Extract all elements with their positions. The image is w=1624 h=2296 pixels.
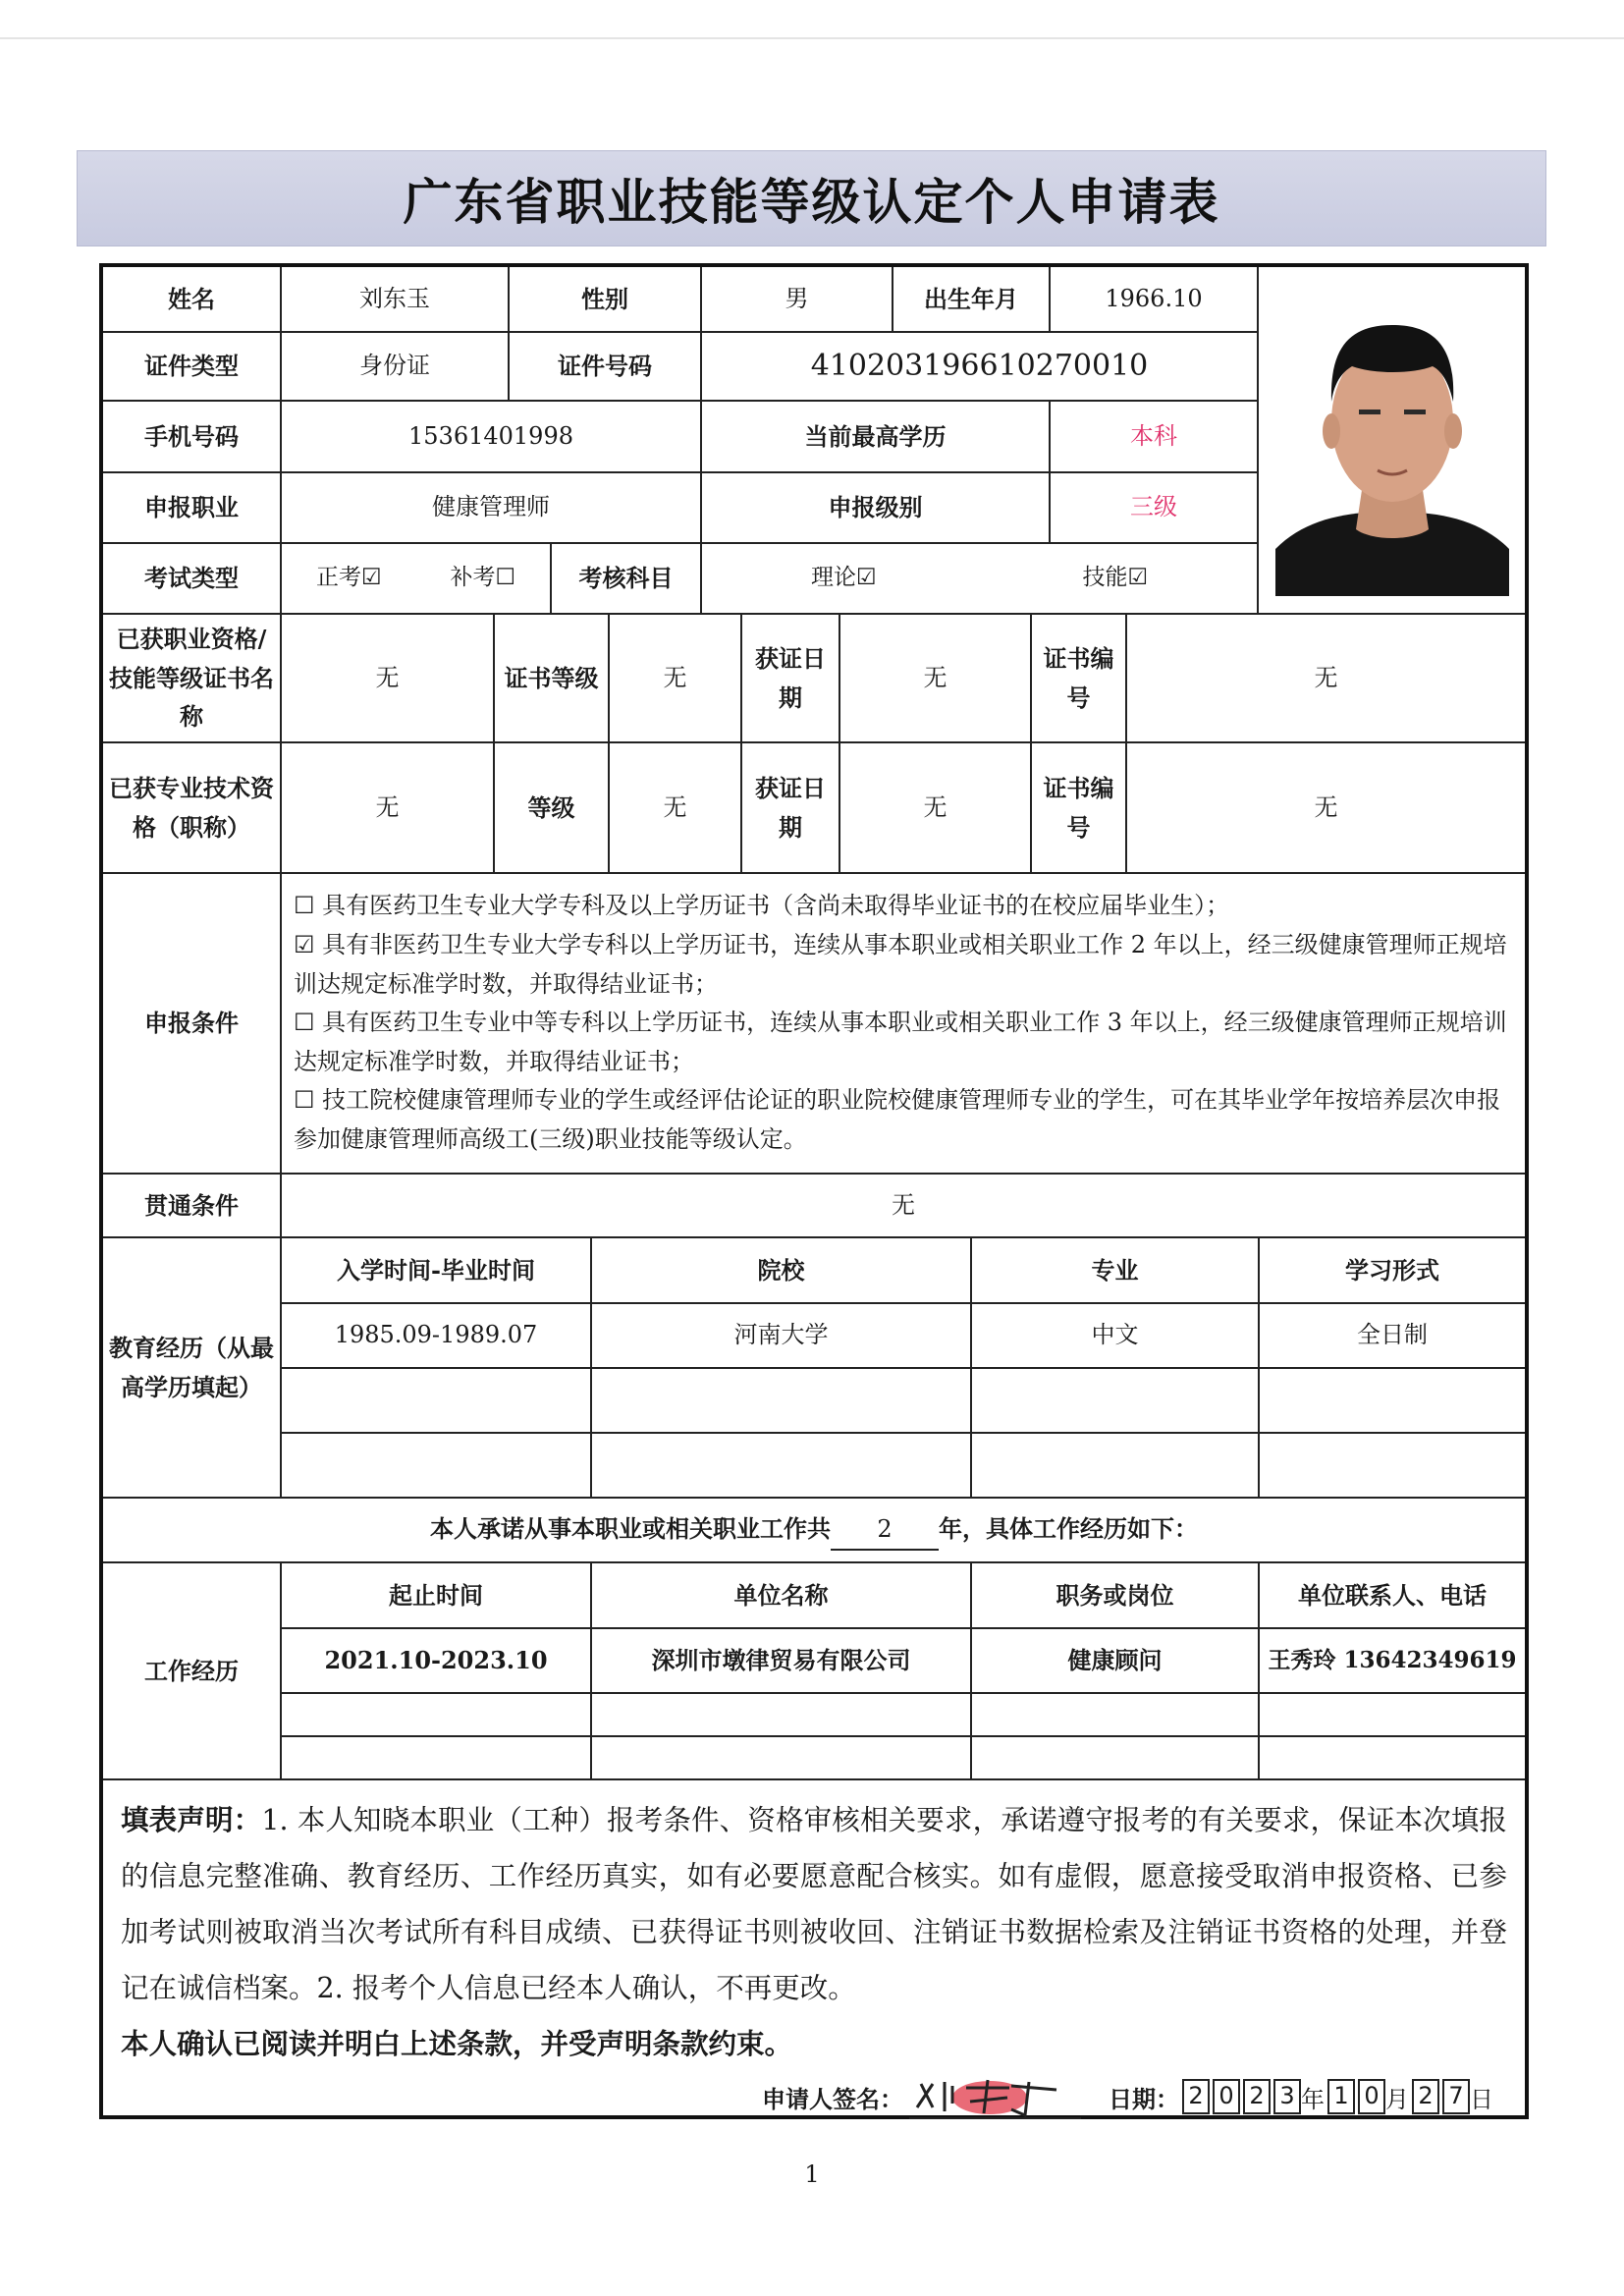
work-empty-cell[interactable] [971,1736,1259,1779]
table-row [103,1628,1525,1693]
declaration-confirm: 本人确认已阅读并明白上述条款，并受声明条款约束。 [121,2027,793,2060]
personal-info-table [103,267,1525,615]
declaration-body: 1. 本人知晓本职业（工种）报考条件、资格审核相关要求，承诺遵守报考的有关要求，保证本次填报的信息完整准确、教育经历、工作经历真实，如有必要愿意配合核实。如有虚假，愿意接受取消申报资格、已参加考试则被取消当次考试所有科目成绩、已获得证书则被收回、注销证书数据检索及注销证书资格的处理，并登记在诚信档案。2. 报考个人信息已经本人确认，不再更改。 [121,1804,1507,2004]
scan-edge-line [0,37,1624,39]
certificates-table [103,615,1525,874]
commitment-text-before: 本人承诺从事本职业或相关职业工作共 [430,1513,831,1543]
commitment-line [103,1498,1525,1562]
birth-label: 出生年月 [893,267,1050,332]
page-number: 1 [804,2160,820,2188]
education-table [103,1238,1525,1563]
name-label: 姓名 [103,267,281,332]
work-empty-cell[interactable] [1259,1693,1525,1736]
work-empty-cell[interactable] [281,1693,591,1736]
cert1-no-label: 证书编号 [1031,615,1126,742]
education-label: 教育经历（从最高学历填起） [103,1238,281,1498]
work-header-position: 职务或岗位 [971,1563,1259,1628]
gender-value[interactable]: 男 [701,267,893,332]
edu-empty-cell[interactable] [281,1368,591,1433]
application-form [99,263,1529,2119]
condition-item[interactable]: ☑ 具有非医药卫生专业大学专科以上学历证书，连续从事本职业或相关职业工作 2 年以上，经三级健康管理师正规培训达规定标准学时数，并取得结业证书； [294,931,1507,998]
edu-empty-cell[interactable] [971,1433,1259,1498]
cert1-date-value[interactable]: 无 [839,615,1031,742]
work-empty-cell[interactable] [591,1736,971,1779]
cert2-label: 已获专业技术资格（职称） [103,742,281,873]
edu-form[interactable]: 全日制 [1259,1303,1525,1368]
cert1-name-value[interactable]: 无 [281,615,494,742]
page-title: 广东省职业技能等级认定个人申请表 [403,173,1220,231]
makeup-exam-checkbox[interactable]: 补考☐ [450,565,516,591]
table-row [103,1693,1525,1736]
work-empty-cell[interactable] [591,1693,971,1736]
edu-empty-cell[interactable] [591,1433,971,1498]
cert1-label: 已获职业资格/技能等级证书名称 [103,615,281,742]
edu-value[interactable]: 本科 [1050,401,1258,472]
year-digit-box[interactable]: 2 [1243,2079,1271,2114]
skill-checkbox[interactable]: 技能☑ [1082,565,1149,591]
id-no-value[interactable]: 410203196610270010 [701,332,1258,401]
work-period[interactable]: 2021.10-2023.10 [281,1628,591,1693]
declaration-heading: 填表声明： [121,1803,262,1836]
applicant-photo [1258,267,1525,614]
title-banner [77,150,1546,246]
through-value[interactable]: 无 [281,1174,1525,1237]
work-empty-cell[interactable] [281,1736,591,1779]
level-label: 申报级别 [701,472,1050,543]
work-empty-cell[interactable] [971,1693,1259,1736]
conditions-label: 申报条件 [103,874,281,1174]
table-row [103,1368,1525,1433]
year-digit-box[interactable]: 2 [1182,2079,1210,2114]
cert2-name-value[interactable]: 无 [281,742,494,873]
exam-type-label: 考试类型 [103,543,281,614]
condition-item[interactable]: ☐ 具有医药卫生专业中等专科以上学历证书，连续从事本职业或相关职业工作 3 年以上，经三级健康管理师正规培训达规定标准学时数，并取得结业证书； [294,1009,1507,1075]
cert2-level-value[interactable]: 无 [609,742,741,873]
through-label: 贯通条件 [103,1174,281,1237]
portrait-image [1275,284,1509,596]
day-digit-box[interactable]: 7 [1442,2079,1470,2114]
handwritten-signature-image [909,2074,1081,2117]
phone-label: 手机号码 [103,401,281,472]
work-contact[interactable]: 王秀玲 13642349619 [1259,1628,1525,1693]
edu-period[interactable]: 1985.09-1989.07 [281,1303,591,1368]
edu-header-form: 学习形式 [1259,1238,1525,1303]
condition-item[interactable]: ☐ 具有医药卫生专业大学专科及以上学历证书（含尚未取得毕业证书的在校应届毕业生）； [294,892,1230,920]
work-header-period: 起止时间 [281,1563,591,1628]
edu-empty-cell[interactable] [1259,1368,1525,1433]
month-digit-box[interactable]: 1 [1327,2079,1355,2114]
year-unit: 年 [1301,2085,1325,2113]
work-table [103,1563,1525,1780]
conditions-table [103,874,1525,1238]
year-digit-box[interactable]: 0 [1213,2079,1240,2114]
edu-school[interactable]: 河南大学 [591,1303,971,1368]
edu-header-period: 入学时间-毕业时间 [281,1238,591,1303]
signature-field[interactable] [909,2074,1081,2119]
level-value[interactable]: 三级 [1050,472,1258,543]
edu-header-major: 专业 [971,1238,1259,1303]
edu-header-school: 院校 [591,1238,971,1303]
work-label: 工作经历 [103,1563,281,1779]
table-row [103,1433,1525,1498]
id-no-label: 证件号码 [509,332,701,401]
exam-subject-label: 考核科目 [578,564,674,593]
id-type-value[interactable]: 身份证 [281,332,509,401]
cert1-level-value[interactable]: 无 [609,615,741,742]
work-header-company: 单位名称 [591,1563,971,1628]
table-row [103,1303,1525,1368]
day-digit-box[interactable]: 2 [1412,2079,1439,2114]
month-unit: 月 [1385,2085,1409,2113]
occupation-label: 申报职业 [103,472,281,543]
signature-line [121,2074,1507,2119]
regular-exam-checkbox[interactable]: 正考☑ [315,565,382,591]
id-type-label: 证件类型 [103,332,281,401]
commitment-text-after: 年，具体工作经历如下： [939,1513,1198,1543]
work-company[interactable]: 深圳市墩律贸易有限公司 [591,1628,971,1693]
month-digit-box[interactable]: 0 [1358,2079,1385,2114]
work-position[interactable]: 健康顾问 [971,1628,1259,1693]
edu-empty-cell[interactable] [281,1433,591,1498]
cert1-no-value[interactable]: 无 [1126,615,1525,742]
work-empty-cell[interactable] [1259,1736,1525,1779]
day-unit: 日 [1470,2085,1493,2113]
edu-empty-cell[interactable] [971,1368,1259,1433]
commitment-years[interactable]: 2 [831,1510,939,1552]
cert2-no-value[interactable]: 无 [1126,742,1525,873]
date-label: 日期： [1109,2084,1179,2113]
year-digit-box[interactable]: 3 [1273,2079,1301,2114]
edu-empty-cell[interactable] [591,1368,971,1433]
theory-checkbox[interactable]: 理论☑ [810,565,877,591]
occupation-value[interactable]: 健康管理师 [281,472,701,543]
signature-label: 申请人签名： [762,2084,903,2113]
edu-major[interactable]: 中文 [971,1303,1259,1368]
cert2-date-label: 获证日期 [741,742,839,873]
declaration-text [121,1792,1507,2016]
conditions-list [281,874,1525,1174]
gender-label: 性别 [509,267,701,332]
cert2-no-label: 证书编号 [1031,742,1126,873]
cert1-date-label: 获证日期 [741,615,839,742]
work-header-contact: 单位联系人、电话 [1259,1563,1525,1628]
cert2-level-label: 等级 [494,742,609,873]
phone-value[interactable]: 15361401998 [281,401,701,472]
cert1-level-label: 证书等级 [494,615,609,742]
name-value[interactable]: 刘东玉 [281,267,509,332]
cert2-date-value[interactable]: 无 [839,742,1031,873]
condition-item[interactable]: ☐ 技工院校健康管理师专业的学生或经评估论证的职业院校健康管理师专业的学生，可在其毕业学年按培养层次申报参加健康管理师高级工(三级)职业技能等级认定。 [294,1086,1501,1153]
table-row [103,1736,1525,1779]
edu-empty-cell[interactable] [1259,1433,1525,1498]
declaration-section [103,1780,1525,2119]
edu-label: 当前最高学历 [701,401,1050,472]
birth-value[interactable]: 1966.10 [1050,267,1258,332]
